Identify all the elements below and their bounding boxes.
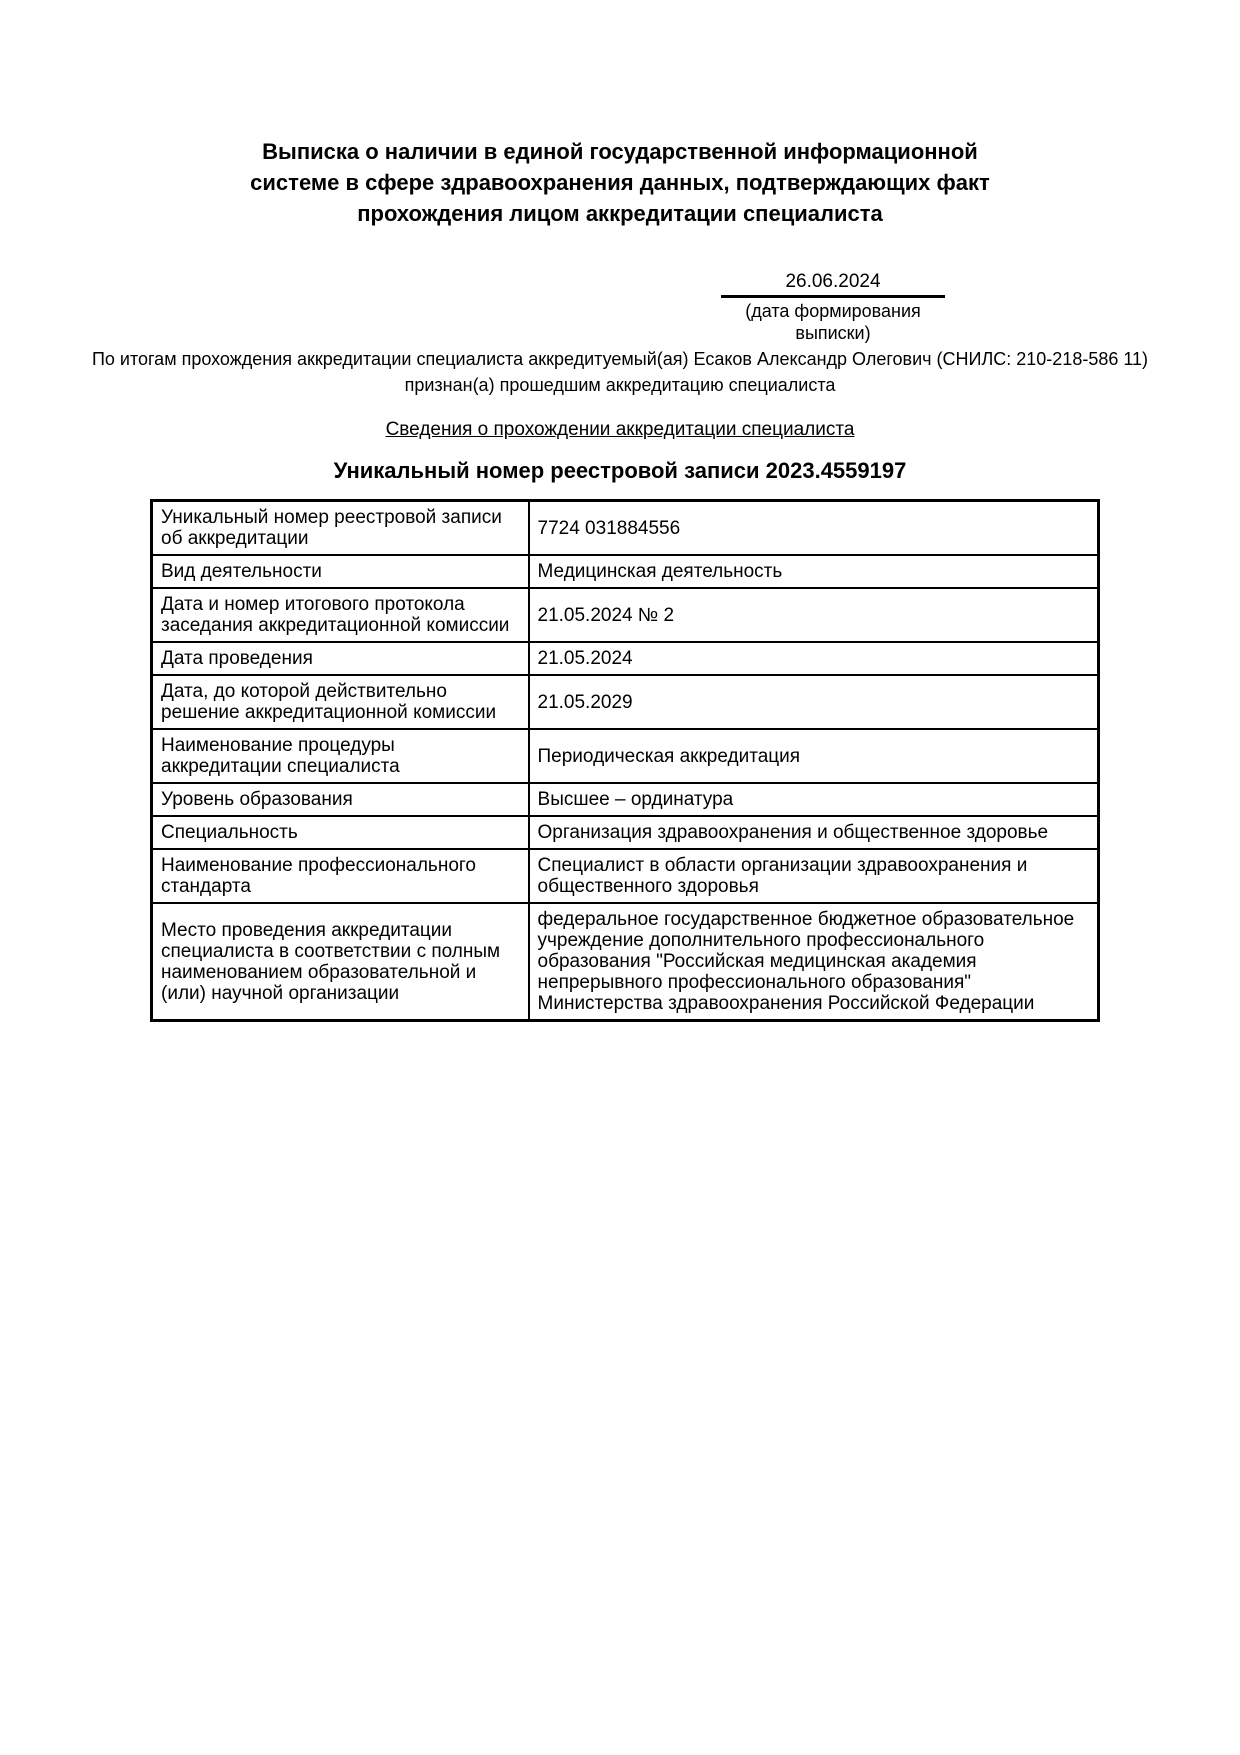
document-title-line-3: прохождения лицом аккредитации специалиста xyxy=(357,201,883,226)
table-row xyxy=(152,849,1099,903)
accreditation-details-table xyxy=(150,499,1100,1022)
intro-paragraph-line-1: По итогам прохождения аккредитации специалиста аккредитуемый(ая) Есаков Александр Олегович (СНИЛС: 210-218-586 11) xyxy=(91,349,1149,369)
table-label-cell: Уникальный номер реестровой записи об аккредитации xyxy=(152,501,529,556)
table-row xyxy=(152,903,1099,1021)
table-value-cell: 7724 031884556 xyxy=(529,501,1099,556)
table-row xyxy=(152,588,1099,642)
document-title xyxy=(0,136,1240,229)
table-value-cell: Специалист в области организации здравоохранения и общественного здоровья xyxy=(529,849,1099,903)
table-label-cell: Дата проведения xyxy=(152,642,529,675)
table-row xyxy=(152,783,1099,816)
table-label-cell: Наименование процедуры аккредитации специалиста xyxy=(152,729,529,783)
formation-date-block xyxy=(712,271,954,344)
section-heading: Сведения о прохождении аккредитации специалиста xyxy=(385,419,855,440)
table-label-cell: Наименование профессионального стандарта xyxy=(152,849,529,903)
table-row xyxy=(152,555,1099,588)
table-value-cell: Высшее – ординатура xyxy=(529,783,1099,816)
formation-date-value: 26.06.2024 xyxy=(721,271,945,298)
table-row xyxy=(152,642,1099,675)
intro-paragraph xyxy=(0,346,1240,398)
table-value-cell: Организация здравоохранения и общественное здоровье xyxy=(529,816,1099,849)
table-label-cell: Дата и номер итогового протокола заседания аккредитационной комиссии xyxy=(152,588,529,642)
table-row xyxy=(152,729,1099,783)
table-value-cell: федеральное государственное бюджетное образовательное учреждение дополнительного профессионального образования "Российская медицинская академия непрерывного профессионального образования" Министерства здравоохранения Российской Федерации xyxy=(529,903,1099,1021)
table-row xyxy=(152,816,1099,849)
document-title-line-1: Выписка о наличии в единой государственной информационной xyxy=(262,139,978,164)
table-label-cell: Вид деятельности xyxy=(152,555,529,588)
table-value-cell: 21.05.2029 xyxy=(529,675,1099,729)
table-value-cell: Периодическая аккредитация xyxy=(529,729,1099,783)
table-row xyxy=(152,501,1099,556)
table-row xyxy=(152,675,1099,729)
table-label-cell: Место проведения аккредитации специалиста в соответствии с полным наименованием образовательной и (или) научной организации xyxy=(152,903,529,1021)
table-label-cell: Специальность xyxy=(152,816,529,849)
table-label-cell: Уровень образования xyxy=(152,783,529,816)
table-value-cell: 21.05.2024 № 2 xyxy=(529,588,1099,642)
formation-date-caption: (дата формирования выписки) xyxy=(745,301,921,343)
table-label-cell: Дата, до которой действительно решение аккредитационной комиссии xyxy=(152,675,529,729)
table-value-cell: 21.05.2024 xyxy=(529,642,1099,675)
intro-paragraph-line-2: признан(а) прошедшим аккредитацию специалиста xyxy=(404,375,836,395)
document-title-line-2: системе в сфере здравоохранения данных, подтверждающих факт xyxy=(250,170,990,195)
table-value-cell: Медицинская деятельность xyxy=(529,555,1099,588)
registry-number-heading: Уникальный номер реестровой записи 2023.4559197 xyxy=(333,458,907,483)
